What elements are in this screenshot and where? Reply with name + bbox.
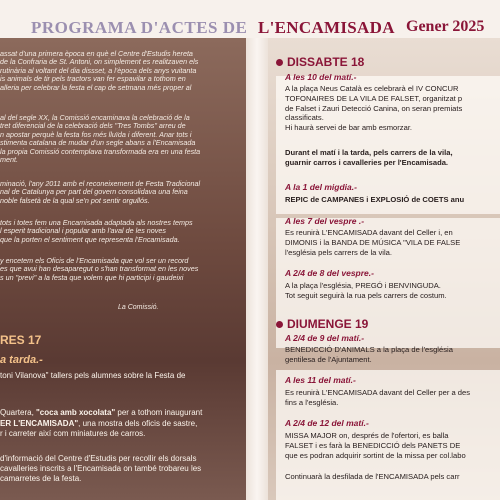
event-text: Quartera, "coca amb xocolata" per a tothom inaugurant xyxy=(0,408,203,417)
title-part2: L'ENCAMISADA xyxy=(258,18,395,37)
event-text: Es reunirà L'ENCAMISADA davant del Celler per a des fins a l'església. xyxy=(285,388,471,407)
title-part1: PROGRAMA D'ACTES DE xyxy=(31,18,248,37)
signature: La Comissió. xyxy=(118,304,159,311)
event-text: Es reunirà L'ENCAMISADA davant del Celler i, en DIMONIS i la BANDA DE MÚSICA "VILA DE FALSE l'església pels carrers de la vila. xyxy=(285,228,461,257)
page-gutter xyxy=(246,38,268,500)
intro-paragraph: minació, l'any 2011 amb el reconeixement de Festa Tradicional nal de Catalunya per part del govern consolidava una feina noble falsetà de la qual se'n pot sentir orgullós. xyxy=(0,179,201,205)
event-time: A les 7 del vespre .- xyxy=(285,216,365,226)
sunday-heading: DIUMENGE 19 xyxy=(276,317,368,331)
right-page xyxy=(268,38,500,500)
time-heading: a tarda.- xyxy=(0,354,43,366)
event-text: MISSA MAJOR on, després de l'ofertori, es balla FALSET i es farà la BENEDICCIÓ dels PANETS DE que es podran adquirir sortint de la missa per col.labo xyxy=(285,431,466,460)
day-heading: RES 17 xyxy=(0,333,42,347)
event-text: REPIC de CAMPANES i EXPLOSIÓ de COETS anu xyxy=(285,195,465,204)
event-time: A 2/4 de 12 del matí.- xyxy=(285,418,369,428)
bullet-icon xyxy=(276,59,283,66)
title-part3: Gener 2025 xyxy=(406,18,485,35)
left-page xyxy=(0,38,246,500)
event-time: A 2/4 de 9 del matí.- xyxy=(285,333,365,343)
event-time: A les 11 del matí.- xyxy=(285,375,356,385)
intro-paragraph: al del segle XX, la Comissió encaminava la celebració de la tret diferencial de la celebració dels "Tres Tombs" arreu de n apostar perquè la festa fos més lluïda i diferent. Anar tots i stimenta catalana de mudar d'un segle abans a l'Encamisada la propia Comissió contemplava transformada era en una festa ment. xyxy=(0,113,201,165)
intro-paragraph: y encetem els Oficis de l'Encamisada que vol ser un record es que avui han desaparegut o s'han transformat en les noves s un "previ" a la festa que volem que hi participi i gaudeixi xyxy=(0,256,199,282)
event-text: A la plaça Neus Català es celebrarà el IV CONCUR TOFONAIRES DE LA VILA DE FALSET, organitzat p de Falset i Zauri Detecció Canina, on seran premiats classificats. Hi haurà servei de bar amb esmorzar. xyxy=(285,84,463,133)
intro-paragraph: assat d'una primera època en què el Centre d'Estudis hereta de la Confraria de St. Antoni, on simplement es realitzaven els rutinària al voltant del dia dissset, a l'època dels anys vuitanta is animals de tir pels tractors van fer espavilar a tothom en alleria per celebrar la festa el cap de setmana més proper al xyxy=(0,49,199,92)
event-time: A les 10 del matí.- xyxy=(285,72,357,82)
event-text: BENEDICCIÓ D'ANIMALS a la plaça de l'església gentilesa de l'Ajuntament. xyxy=(285,345,453,364)
event-text: d'informació del Centre d'Estudis per recollir els dorsals cavalleries inscrits a l'Encamisada on també trobareu les camarretes de la festa. xyxy=(0,454,202,483)
event-text: ER L'ENCAMISADA", una mostra dels oficis de sastre, r i carreter així com miniatures de carros. xyxy=(0,419,198,438)
intro-paragraph: tots i totes fem una Encamisada adaptada als nostres temps l esperit tradicional i popular amb l'aval de les noves que la porten el sentiment que representa l'Encamisada. xyxy=(0,218,193,244)
saturday-heading: DISSABTE 18 xyxy=(276,55,364,69)
bullet-icon xyxy=(276,321,283,328)
header-banner xyxy=(0,0,500,38)
event-text: Durant el matí i la tarda, pels carrers de la vila, guarnir carros i cavalleries per l'Encamisada. xyxy=(285,148,453,167)
event-text: toni Vilanova" tallers pels alumnes sobre la Festa de xyxy=(0,371,186,380)
event-text: Continuarà la desfilada de l'ENCAMISADA pels carr xyxy=(285,472,460,481)
event-time: A 2/4 de 8 del vespre.- xyxy=(285,268,374,278)
event-time: A la 1 del migdia.- xyxy=(285,182,357,192)
event-text: A la plaça l'església, PREGÓ i BENVINGUDA. Tot seguit seguirà la rua pels carrers de costum. xyxy=(285,281,447,300)
